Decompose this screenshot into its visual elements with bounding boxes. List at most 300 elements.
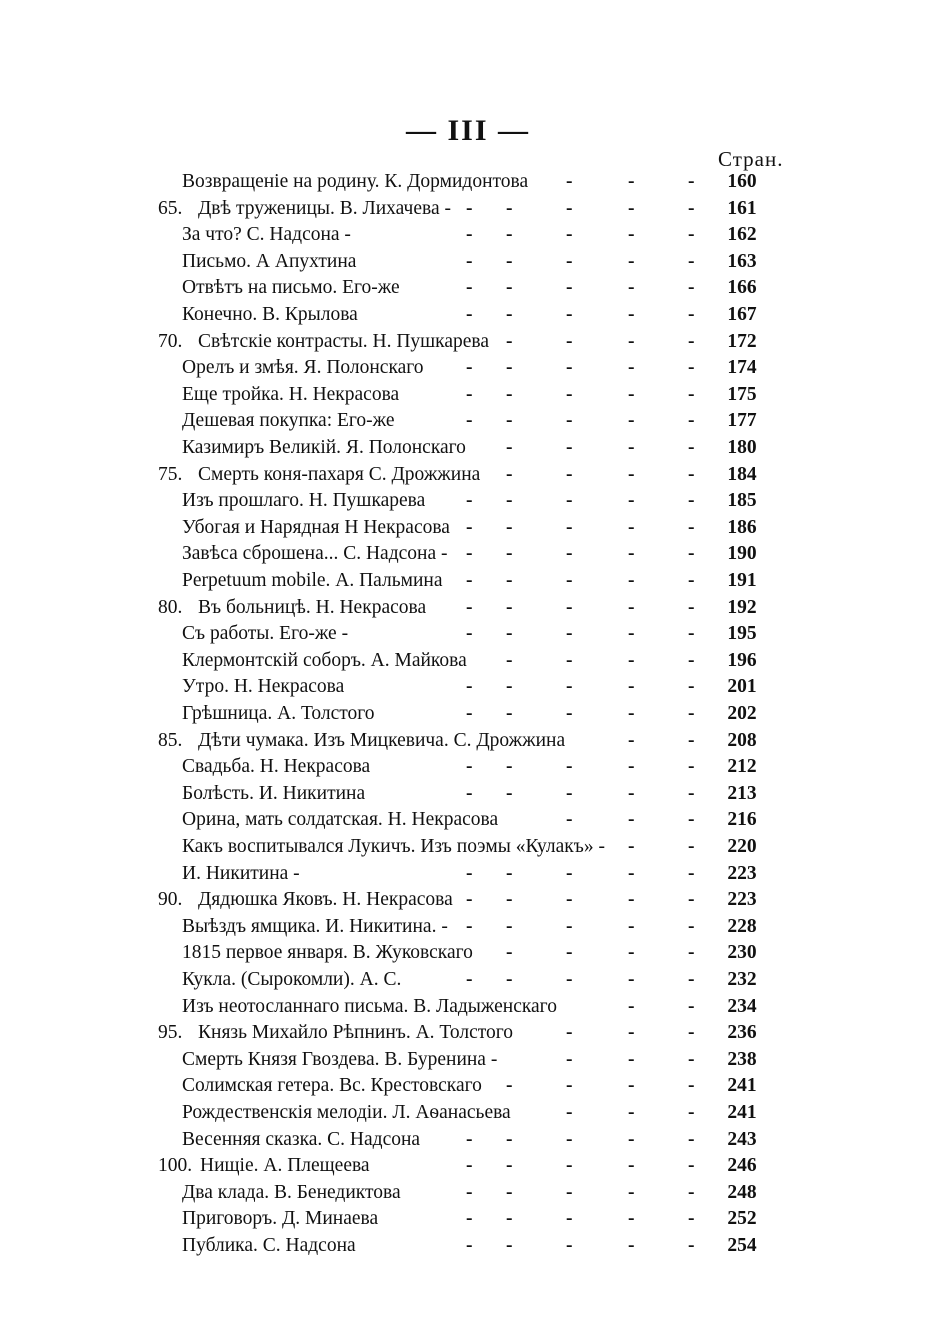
entry-page-number: 160 (727, 171, 757, 192)
leader-dash: - (506, 596, 513, 618)
leader-dash: - (688, 1128, 695, 1150)
entry-page-number: 212 (727, 756, 757, 778)
leader-dash: - (466, 250, 473, 272)
leader-dash: - (566, 543, 573, 565)
leader-dash: - (628, 304, 635, 325)
leader-dash: - (688, 463, 695, 485)
leader-dash: - (466, 357, 473, 379)
entry-title: Дѣти чумака. Изъ Мицкевича. С. Дрожжина (198, 729, 566, 751)
leader-dash: - (506, 437, 513, 458)
entry-title: И. Никитина - (182, 862, 300, 884)
toc-entry (0, 860, 936, 888)
leader-dash: - (506, 1155, 513, 1177)
entry-title: Грѣшница. А. Толстого (182, 703, 375, 724)
toc-entry (0, 833, 936, 861)
entry-title: Смерть коня-пахаря С. Дрожжина (198, 463, 481, 485)
leader-dash: - (506, 543, 513, 565)
leader-dash: - (688, 330, 695, 352)
entry-page-number: 223 (727, 889, 757, 911)
toc-entry (0, 1072, 936, 1100)
leader-dash: - (688, 383, 695, 405)
leader-dash: - (688, 862, 695, 884)
leader-dash: - (506, 756, 513, 778)
leader-dash: - (688, 410, 695, 432)
entry-page-number: 208 (727, 729, 757, 751)
toc-entry (0, 1126, 936, 1154)
entry-title: Дядюшка Яковъ. Н. Некрасова (198, 889, 453, 911)
leader-dash: - (628, 171, 635, 192)
entry-title: Орина, мать солдатская. Н. Некрасова (182, 809, 499, 831)
toc-entry (0, 727, 936, 755)
leader-dash: - (628, 250, 635, 272)
leader-dash: - (506, 623, 513, 645)
toc-entry (0, 248, 936, 276)
toc-entry (0, 301, 936, 329)
leader-dash: - (466, 889, 473, 911)
leader-dash: - (566, 1075, 573, 1097)
leader-dash: - (566, 623, 573, 645)
leader-dash: - (628, 969, 635, 990)
leader-dash: - (506, 410, 513, 432)
leader-dash: - (628, 649, 635, 671)
toc-entry (0, 993, 936, 1021)
entry-page-number: 167 (727, 304, 757, 325)
leader-dash: - (466, 1128, 473, 1150)
leader-dash: - (506, 516, 513, 538)
toc-entry (0, 540, 936, 568)
entry-title: Орелъ и змѣя. Я. Полонскаго (182, 357, 424, 379)
entry-title: 1815 первое января. В. Жуковскаго (182, 942, 473, 964)
leader-dash: - (466, 490, 473, 512)
leader-dash: - (688, 756, 695, 778)
entry-title: Письмо. А Апухтина (182, 250, 357, 272)
leader-dash: - (466, 410, 473, 432)
leader-dash: - (466, 915, 473, 937)
toc-entry (0, 461, 936, 489)
toc-entry (0, 434, 936, 462)
leader-dash: - (688, 995, 695, 1017)
entry-number: 70. (158, 330, 183, 352)
entry-page-number: 174 (727, 357, 757, 379)
entry-title: Клермонтскій соборъ. А. Майкова (182, 649, 467, 671)
leader-dash: - (628, 676, 635, 698)
entry-number: 95. (158, 1022, 183, 1044)
leader-dash: - (466, 383, 473, 405)
leader-dash: - (566, 383, 573, 405)
leader-dash: - (688, 1181, 695, 1203)
leader-dash: - (466, 1208, 473, 1230)
leader-dash: - (628, 463, 635, 485)
leader-dash: - (688, 1022, 695, 1044)
leader-dash: - (628, 889, 635, 911)
entry-page-number: 180 (727, 437, 757, 458)
entry-title: Завѣса сброшена... С. Надсона - (182, 543, 448, 565)
page-column-label: Стран. (718, 147, 784, 171)
toc-entry (0, 168, 936, 196)
entry-number: 100. (158, 1155, 193, 1177)
toc-entry (0, 274, 936, 302)
entry-title: Конечно. В. Крылова (182, 304, 358, 325)
leader-dash: - (566, 649, 573, 671)
leader-dash: - (688, 703, 695, 724)
entry-page-number: 201 (727, 676, 757, 698)
leader-dash: - (688, 1155, 695, 1177)
leader-dash: - (688, 277, 695, 299)
leader-dash: - (688, 942, 695, 964)
toc-entry (0, 913, 936, 941)
leader-dash: - (506, 277, 513, 299)
entry-title: Солимская гетера. Вс. Крестовскаго (182, 1075, 482, 1097)
leader-dash: - (506, 703, 513, 724)
leader-dash: - (566, 410, 573, 432)
leader-dash: - (688, 490, 695, 512)
toc-entry (0, 806, 936, 834)
entry-page-number: 213 (727, 782, 757, 804)
toc-entry (0, 567, 936, 595)
entry-number: 75. (158, 463, 183, 485)
leader-dash: - (566, 889, 573, 911)
entry-number: 80. (158, 596, 183, 618)
leader-dash: - (506, 463, 513, 485)
leader-dash: - (466, 782, 473, 804)
leader-dash: - (628, 596, 635, 618)
leader-dash: - (466, 862, 473, 884)
leader-dash: - (688, 437, 695, 458)
leader-dash: - (628, 1048, 635, 1070)
leader-dash: - (688, 543, 695, 565)
leader-dash: - (506, 357, 513, 379)
leader-dash: - (688, 516, 695, 538)
entry-page-number: 246 (727, 1155, 757, 1177)
leader-dash: - (566, 596, 573, 618)
leader-dash: - (688, 596, 695, 618)
entry-page-number: 252 (727, 1208, 757, 1230)
leader-dash: - (566, 756, 573, 778)
toc-entry (0, 1205, 936, 1233)
leader-dash: - (628, 1155, 635, 1177)
leader-dash: - (506, 304, 513, 325)
leader-dash: - (566, 862, 573, 884)
entry-page-number: 196 (727, 649, 757, 671)
entry-page-number: 234 (727, 995, 757, 1017)
entry-page-number: 220 (727, 836, 757, 857)
leader-dash: - (628, 490, 635, 512)
entry-title: Въ больницѣ. Н. Некрасова (198, 596, 427, 618)
toc-entry (0, 1232, 936, 1260)
toc-entry (0, 1152, 936, 1180)
leader-dash: - (466, 596, 473, 618)
toc-entry (0, 407, 936, 435)
entry-page-number: 166 (727, 277, 757, 299)
leader-dash: - (566, 516, 573, 538)
leader-dash: - (628, 1102, 635, 1123)
toc-entry (0, 780, 936, 808)
leader-dash: - (628, 862, 635, 884)
entry-title: За что? С. Надсона - (182, 224, 351, 246)
leader-dash: - (628, 623, 635, 645)
leader-dash: - (566, 224, 573, 246)
leader-dash: - (466, 277, 473, 299)
entry-page-number: 238 (727, 1048, 757, 1070)
entry-page-number: 191 (727, 570, 757, 591)
toc-entry (0, 966, 936, 994)
entry-page-number: 195 (727, 623, 757, 645)
leader-dash: - (628, 410, 635, 432)
entry-page-number: 232 (727, 969, 757, 990)
toc-entry (0, 700, 936, 728)
toc-entry (0, 221, 936, 249)
leader-dash: - (688, 729, 695, 751)
leader-dash: - (628, 782, 635, 804)
entry-title: Еще тройка. Н. Некрасова (182, 383, 400, 405)
entry-page-number: 184 (727, 463, 757, 485)
leader-dash: - (506, 1181, 513, 1203)
leader-dash: - (506, 889, 513, 911)
entry-title: Приговоръ. Д. Минаева (182, 1208, 379, 1230)
leader-dash: - (688, 224, 695, 246)
leader-dash: - (566, 357, 573, 379)
leader-dash: - (628, 516, 635, 538)
entry-title: Публика. С. Надсона (182, 1235, 356, 1256)
leader-dash: - (628, 197, 635, 219)
leader-dash: - (628, 1022, 635, 1044)
entry-number: 85. (158, 729, 183, 751)
entry-page-number: 230 (727, 942, 757, 964)
leader-dash: - (688, 304, 695, 325)
leader-dash: - (566, 463, 573, 485)
leader-dash: - (566, 915, 573, 937)
toc-entry (0, 381, 936, 409)
leader-dash: - (506, 676, 513, 698)
leader-dash: - (688, 649, 695, 671)
leader-dash: - (628, 1235, 635, 1256)
entry-title: Съ работы. Его-же - (182, 623, 349, 645)
leader-dash: - (628, 330, 635, 352)
page-roman-numeral: — III — (405, 114, 531, 147)
toc-entry (0, 647, 936, 675)
leader-dash: - (466, 1181, 473, 1203)
leader-dash: - (688, 197, 695, 219)
leader-dash: - (688, 1235, 695, 1256)
leader-dash: - (628, 1128, 635, 1150)
leader-dash: - (566, 1102, 573, 1123)
leader-dash: - (466, 197, 473, 219)
entry-page-number: 177 (727, 410, 757, 432)
leader-dash: - (628, 809, 635, 831)
leader-dash: - (466, 676, 473, 698)
leader-dash: - (566, 1128, 573, 1150)
leader-dash: - (628, 543, 635, 565)
leader-dash: - (628, 836, 635, 857)
leader-dash: - (566, 277, 573, 299)
leader-dash: - (628, 942, 635, 964)
entry-title: Рождественскія мелодіи. Л. Аѳанасьева (182, 1102, 511, 1123)
entry-title: Возвращеніе на родину. К. Дормидонтова (182, 171, 529, 192)
leader-dash: - (628, 570, 635, 591)
leader-dash: - (466, 304, 473, 325)
leader-dash: - (628, 437, 635, 458)
entry-title: Perpetuum mobile. А. Пальмина (182, 570, 443, 591)
leader-dash: - (466, 570, 473, 591)
leader-dash: - (466, 543, 473, 565)
entry-number: 65. (158, 197, 183, 219)
leader-dash: - (506, 1075, 513, 1097)
entry-title: Изъ прошлаго. Н. Пушкарева (182, 490, 426, 512)
entry-page-number: 190 (727, 543, 757, 565)
leader-dash: - (566, 250, 573, 272)
leader-dash: - (566, 304, 573, 325)
leader-dash: - (688, 836, 695, 857)
leader-dash: - (566, 1235, 573, 1256)
leader-dash: - (506, 250, 513, 272)
toc-entry (0, 328, 936, 356)
leader-dash: - (628, 224, 635, 246)
toc-entry (0, 1019, 936, 1047)
entry-title: Казимиръ Великій. Я. Полонскаго (182, 437, 466, 458)
toc-entry (0, 939, 936, 967)
leader-dash: - (466, 623, 473, 645)
leader-dash: - (628, 703, 635, 724)
leader-dash: - (688, 676, 695, 698)
leader-dash: - (506, 915, 513, 937)
toc-entry (0, 1179, 936, 1207)
leader-dash: - (466, 756, 473, 778)
leader-dash: - (506, 862, 513, 884)
toc-entry (0, 1046, 936, 1074)
toc-entry (0, 594, 936, 622)
entry-title: Утро. Н. Некрасова (182, 676, 345, 698)
entry-page-number: 163 (727, 250, 757, 272)
entry-page-number: 216 (727, 809, 757, 831)
leader-dash: - (506, 383, 513, 405)
entry-page-number: 192 (727, 596, 757, 618)
leader-dash: - (628, 1075, 635, 1097)
entry-title: Нищіе. А. Плещеева (200, 1155, 370, 1177)
leader-dash: - (566, 1208, 573, 1230)
leader-dash: - (628, 1181, 635, 1203)
leader-dash: - (566, 437, 573, 458)
leader-dash: - (506, 330, 513, 352)
leader-dash: - (566, 1181, 573, 1203)
leader-dash: - (688, 570, 695, 591)
leader-dash: - (628, 729, 635, 751)
leader-dash: - (566, 969, 573, 990)
leader-dash: - (566, 330, 573, 352)
entry-title: Отвѣтъ на письмо. Его-же (182, 277, 400, 299)
leader-dash: - (506, 782, 513, 804)
leader-dash: - (506, 942, 513, 964)
entry-page-number: 186 (727, 516, 757, 538)
leader-dash: - (688, 969, 695, 990)
leader-dash: - (566, 171, 573, 192)
leader-dash: - (566, 676, 573, 698)
leader-dash: - (628, 357, 635, 379)
entry-page-number: 243 (727, 1128, 757, 1150)
leader-dash: - (628, 383, 635, 405)
toc-entry (0, 886, 936, 914)
entry-page-number: 223 (727, 862, 757, 884)
leader-dash: - (466, 703, 473, 724)
leader-dash: - (506, 197, 513, 219)
leader-dash: - (566, 1048, 573, 1070)
leader-dash: - (466, 516, 473, 538)
entry-page-number: 248 (727, 1181, 757, 1203)
entry-title: Выѣздъ ямщика. И. Никитина. - (182, 915, 448, 937)
entry-page-number: 241 (727, 1102, 757, 1123)
entry-title: Смерть Князя Гвоздева. В. Буренина - (182, 1048, 498, 1070)
leader-dash: - (688, 809, 695, 831)
leader-dash: - (566, 570, 573, 591)
leader-dash: - (566, 1022, 573, 1044)
leader-dash: - (566, 197, 573, 219)
entry-title: Болѣсть. И. Никитина (182, 782, 366, 804)
entry-page-number: 185 (727, 490, 757, 512)
entry-title: Убогая и Нарядная Н Некрасова (182, 516, 450, 538)
entry-title: Дешевая покупка: Его-же (182, 410, 395, 432)
toc-entry (0, 195, 936, 223)
entry-title: Два клада. В. Бенедиктова (182, 1181, 401, 1203)
leader-dash: - (566, 490, 573, 512)
leader-dash: - (466, 1155, 473, 1177)
leader-dash: - (688, 1048, 695, 1070)
leader-dash: - (628, 1208, 635, 1230)
entry-page-number: 236 (727, 1022, 757, 1044)
leader-dash: - (688, 915, 695, 937)
leader-dash: - (688, 357, 695, 379)
leader-dash: - (566, 942, 573, 964)
leader-dash: - (628, 995, 635, 1017)
entry-title: Какъ воспитывался Лукичъ. Изъ поэмы «Кулакъ» - (182, 836, 605, 857)
toc-entry (0, 514, 936, 542)
leader-dash: - (506, 1208, 513, 1230)
leader-dash: - (688, 1075, 695, 1097)
leader-dash: - (566, 809, 573, 831)
leader-dash: - (628, 915, 635, 937)
entry-title: Двѣ труженицы. В. Лихачева - (198, 197, 451, 219)
entry-title: Свадьба. Н. Некрасова (182, 756, 371, 778)
leader-dash: - (506, 224, 513, 246)
leader-dash: - (688, 1208, 695, 1230)
toc-entry (0, 1099, 936, 1127)
leader-dash: - (506, 570, 513, 591)
entry-page-number: 254 (727, 1235, 757, 1256)
leader-dash: - (466, 224, 473, 246)
entry-title: Князь Михайло Рѣпнинъ. А. Толстого (198, 1022, 514, 1044)
entry-title: Кукла. (Сырокомли). А. С. (182, 969, 402, 990)
entry-page-number: 241 (727, 1075, 757, 1097)
leader-dash: - (566, 703, 573, 724)
toc-entry (0, 620, 936, 648)
toc-entry (0, 673, 936, 701)
leader-dash: - (628, 277, 635, 299)
entry-page-number: 228 (727, 915, 757, 937)
leader-dash: - (688, 250, 695, 272)
entry-page-number: 175 (727, 383, 757, 405)
entry-page-number: 161 (727, 197, 757, 219)
entry-page-number: 172 (727, 330, 757, 352)
leader-dash: - (506, 649, 513, 671)
toc-entry (0, 354, 936, 382)
entry-title: Свѣтскіе контрасты. Н. Пушкарева (198, 330, 490, 352)
leader-dash: - (506, 969, 513, 990)
leader-dash: - (506, 1128, 513, 1150)
leader-dash: - (466, 1235, 473, 1256)
leader-dash: - (566, 782, 573, 804)
entry-number: 90. (158, 889, 183, 911)
leader-dash: - (688, 623, 695, 645)
leader-dash: - (628, 756, 635, 778)
toc-entry (0, 753, 936, 781)
